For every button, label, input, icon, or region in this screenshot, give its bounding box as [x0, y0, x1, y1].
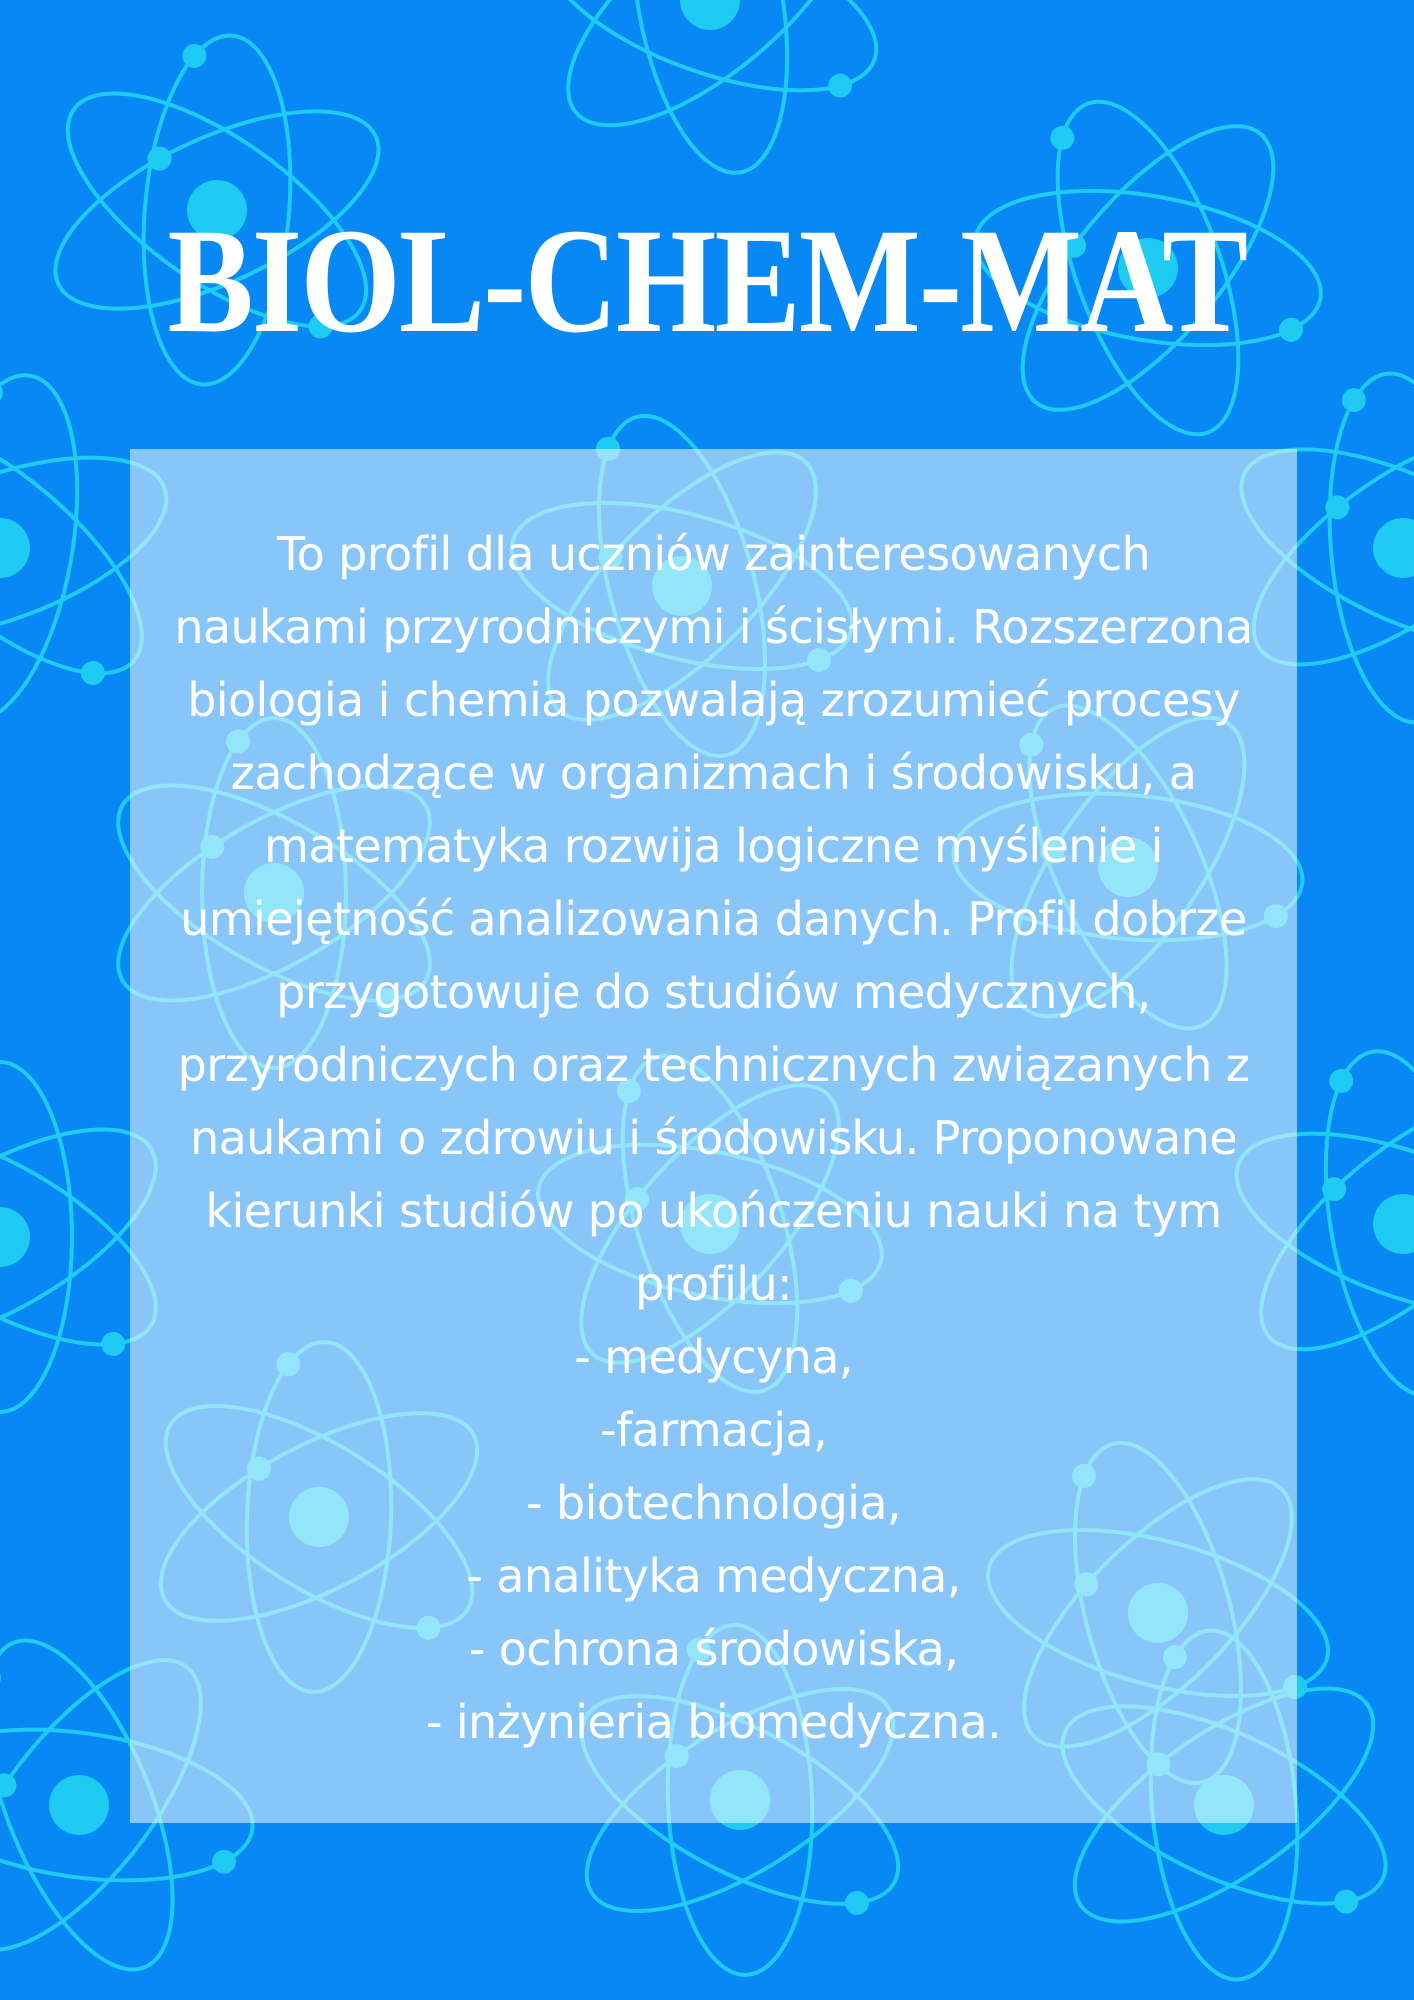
- description-line: przygotowuje do studiów medycznych,: [276, 965, 1151, 1019]
- description-line: zachodzące w organizmach i środowisku, a: [230, 746, 1197, 800]
- description-line: kierunki studiów po ukończeniu nauki na tym: [205, 1184, 1222, 1238]
- study-field-item: - medycyna,: [574, 1330, 853, 1384]
- study-field-item: -farmacja,: [600, 1403, 827, 1457]
- description-line: przyrodniczych oraz technicznych związanych z: [177, 1038, 1250, 1092]
- electron-dot: [843, 1889, 870, 1916]
- nucleus-dot: [0, 510, 38, 587]
- nucleus-dot: [0, 1202, 35, 1272]
- study-field-item: - inżynieria biomedyczna.: [425, 1695, 1002, 1749]
- page-title: BIOL-CHEM-MAT: [167, 198, 1247, 364]
- study-field-item: - analityka medyczna,: [466, 1549, 961, 1603]
- description-line: profilu:: [635, 1257, 792, 1311]
- description-line: umiejętność analizowania danych. Profil dobrze: [180, 892, 1247, 946]
- nucleus-dot: [43, 1769, 114, 1840]
- nucleus-dot: [1370, 515, 1414, 580]
- electron-dot: [0, 1771, 19, 1799]
- nucleus-dot: [1373, 1194, 1414, 1254]
- description-line: matematyka rozwija logiczne myślenie i: [264, 819, 1163, 873]
- description-line: biologia i chemia pozwalają zrozumieć procesy: [187, 673, 1240, 727]
- electron-dot: [1333, 1889, 1359, 1915]
- electron-dot: [78, 658, 109, 689]
- electron-dot: [210, 1848, 238, 1876]
- electron-dot: [1341, 387, 1367, 413]
- study-field-item: - biotechnologia,: [526, 1476, 901, 1530]
- description-text: [120, 518, 1307, 1759]
- electron-dot: [828, 74, 852, 98]
- electron-dot: [1322, 1177, 1346, 1201]
- nucleus-dot: [680, 0, 740, 30]
- atom-icon: [521, 0, 899, 185]
- electron-dot: [0, 1664, 3, 1692]
- electron-dot: [1329, 1069, 1353, 1093]
- study-field-item: - ochrona środowiska,: [468, 1622, 959, 1676]
- electron-dot: [1048, 124, 1076, 152]
- description-line: naukami o zdrowiu i środowisku. Proponowane: [190, 1111, 1237, 1165]
- description-line: To profil dla uczniów zainteresowanych: [276, 527, 1151, 581]
- description-line: naukami przyrodniczymi i ścisłymi. Rozszerzona: [174, 600, 1253, 654]
